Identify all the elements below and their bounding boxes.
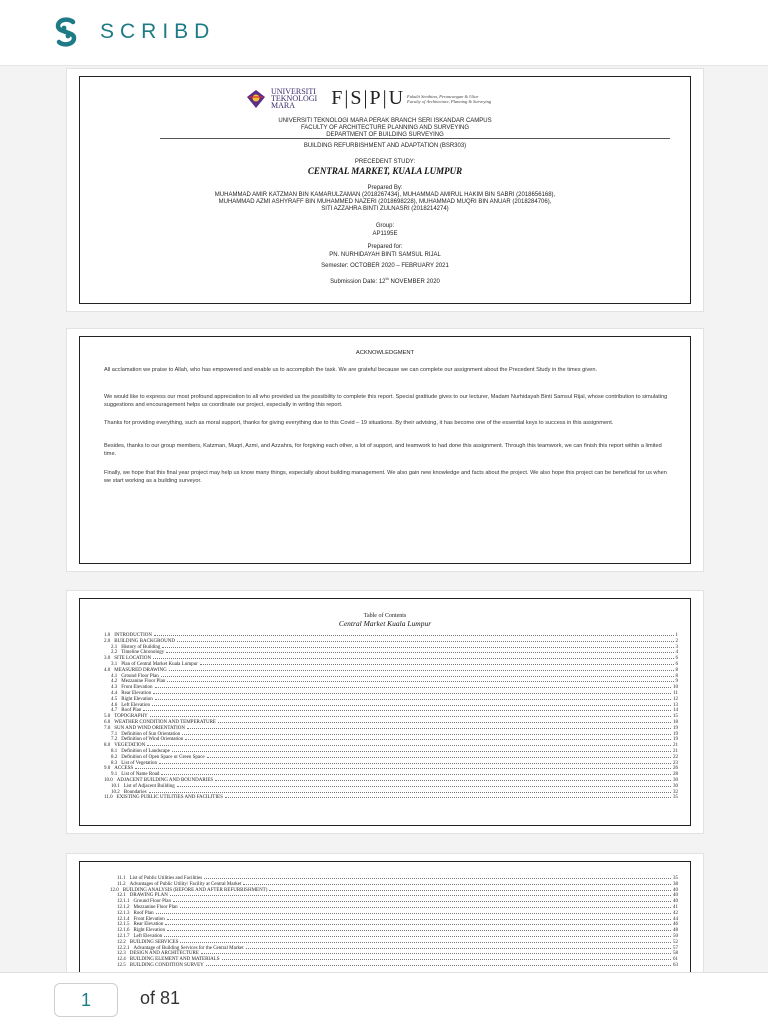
- toc-entry-title: Mezzanine Floor Plan: [121, 679, 166, 685]
- toc-entry-number: 4.4: [111, 690, 118, 696]
- toc-entry-number: 8.3: [111, 760, 118, 766]
- toc-entry-page: 32: [673, 789, 678, 795]
- next-page-button[interactable]: [676, 985, 706, 1015]
- toc-leader-dots: [207, 757, 671, 758]
- toc-leader-dots: [225, 797, 671, 798]
- toc-leader-dots: [177, 641, 674, 642]
- toc-entry-title: Advantage of Building Services for the Central Market: [133, 945, 244, 951]
- toc-entry-page: 21: [673, 748, 678, 754]
- document-page-2: [66, 328, 704, 572]
- toc-entry-title: Left Elevation: [121, 702, 150, 708]
- fspu-subtitle-line-2: Faculty of Architecture, Planning & Surveying: [407, 98, 492, 104]
- page-content: [79, 598, 691, 826]
- pager-bar: [0, 972, 768, 1024]
- toc-leader-dots: [165, 924, 671, 925]
- toc-leader-dots: [243, 884, 671, 885]
- toc-leader-dots: [246, 948, 671, 949]
- previous-page-button[interactable]: [592, 985, 622, 1015]
- toc-entry-page: 40: [673, 887, 678, 893]
- toc-entry-title: DRAWING PLAN: [129, 893, 168, 899]
- toc-leader-dots: [201, 953, 671, 954]
- toc-leader-dots: [153, 693, 671, 694]
- toc-leader-dots: [180, 942, 671, 943]
- toc-entry-page: 35: [673, 876, 678, 881]
- toc-entry-title: Ground Floor Plan: [121, 673, 159, 679]
- toc-entry-number: 8.1: [111, 748, 118, 754]
- toc-entry-number: 4.1: [111, 673, 118, 679]
- toc-leader-dots: [180, 907, 671, 908]
- toc-entry-number: 4.3: [111, 685, 118, 691]
- toc-entry-title: List of Public Utilities and Facilities: [129, 876, 203, 881]
- toc-entry-title: History of Building: [121, 644, 161, 650]
- toc-leader-dots: [170, 895, 671, 896]
- toc-entry-number: 4.5: [111, 696, 118, 702]
- prepared-by-label: Prepared By:: [367, 185, 403, 191]
- toc-entry-page: 23: [673, 760, 678, 766]
- prepared-for-label: Prepared for:: [367, 244, 403, 250]
- toc-leader-dots: [167, 930, 671, 931]
- toc-leader-dots: [159, 763, 671, 764]
- toc-entry-number: 12.1.1: [117, 899, 130, 905]
- toc-entry-page: 21: [673, 743, 678, 749]
- semester-text: Semester: OCTOBER 2020 – FEBRUARY 2021: [321, 263, 449, 269]
- toc-entry-page: 40: [673, 893, 678, 899]
- fspu-subtitle-line-1: Fakulti Senibina, Perancangan & Ukur: [407, 93, 479, 99]
- toc-entry-page: 8: [675, 667, 678, 673]
- toc-entry[interactable]: [104, 795, 678, 801]
- toc-leader-dots: [204, 878, 671, 879]
- toc-entry-page: 42: [673, 910, 678, 916]
- toc-leader-dots: [169, 670, 674, 671]
- institution-line-2: FACULTY OF ARCHITECTURE PLANNING AND SURVEYING: [300, 125, 470, 131]
- toc-list: [104, 633, 678, 801]
- toc-entry-page: 19: [673, 725, 678, 731]
- toc-entry-title: Boundaries: [123, 789, 147, 795]
- page-content: [79, 76, 691, 304]
- authors-block: [80, 192, 690, 213]
- toc-entry-number: 10.2: [111, 789, 120, 795]
- toc-entry-number: 4.7: [111, 708, 118, 714]
- toc-entry-page: 58: [673, 951, 678, 957]
- toc-entry-title: EXISTING PUBLIC UTILITIES AND FACILITIES: [116, 795, 223, 801]
- toc-entry-number: 5.0: [104, 714, 111, 720]
- toc-entry-page: 26: [673, 766, 678, 772]
- course-code: BUILDING REFURBISHMENT AND ADAPTATION (BSR303): [303, 143, 467, 149]
- ack-paragraph-4: Besides, thanks to our group members, Katzman, Muqri, Azmi, and Azzahra, for forgiving each other, a lot of support, and teamwork to had done this assignment. Through this teamwork, we can finish this report within a limited time.: [104, 443, 662, 457]
- toc-entry-page: 19: [673, 737, 678, 743]
- toc-entry-title: VEGETATION: [114, 743, 146, 749]
- toc-entry-number: 11.1: [117, 876, 126, 881]
- toc-leader-dots: [269, 890, 671, 891]
- toc-entry-number: 7.2: [111, 737, 118, 743]
- toc-subtitle: Central Market Kuala Lumpur: [338, 619, 432, 628]
- document-title: CENTRAL MARKET, KUALA LUMPUR: [307, 166, 463, 176]
- toc-entry-number: 11.0: [104, 795, 113, 801]
- toc-entry-title: DESIGN AND ARCHITECTURE: [129, 951, 199, 957]
- toc-entry-number: 12.1.2: [117, 904, 130, 910]
- toc-entry-title: Plan of Central Market Kuala Lumpur: [121, 661, 198, 667]
- toc-entry-page: 10: [673, 685, 678, 691]
- toc-entry-page: 50: [673, 933, 678, 939]
- toc-entry-page: 4: [675, 650, 678, 656]
- toc-entry-title: WEATHER CONDITION AND TEMPERATURE: [114, 719, 216, 725]
- toc-entry-title: Definition of Landscape: [121, 748, 170, 754]
- toc-entry-page: 40: [673, 899, 678, 905]
- toc-entry-number: 12.2: [117, 939, 126, 945]
- toc-entry-title: Rear Elevation: [133, 922, 164, 928]
- scribd-mark-icon: [52, 16, 80, 48]
- toc-entry-number: 7.1: [111, 731, 118, 737]
- toc-leader-dots: [185, 739, 671, 740]
- toc-entry-page: 61: [673, 957, 678, 963]
- toc-entry-number: 8.2: [111, 754, 118, 760]
- toc-entry-title: Right Elevation: [133, 928, 166, 934]
- toc-entry-title: ACCESS: [114, 766, 134, 772]
- toc-entry-title: List of Adjacent Building: [123, 783, 175, 789]
- submission-sup: th: [385, 276, 389, 281]
- toc-leader-dots: [135, 768, 671, 769]
- toc-entry-page: 38: [673, 881, 678, 887]
- toc-entry-number: 12.1.5: [117, 922, 130, 928]
- toc-leader-dots: [173, 901, 671, 902]
- toc-entry-number: 12.2.1: [117, 945, 130, 951]
- toc-entry-page: 3: [675, 644, 678, 650]
- toc-entry-page: 30: [673, 777, 678, 783]
- document-viewer[interactable]: [0, 66, 768, 972]
- toc-entry-title: Timeline Chronology: [121, 650, 165, 656]
- toc-entry-number: 2.1: [111, 644, 118, 650]
- toc-entry-number: 6.0: [104, 719, 111, 725]
- toc-list-continued: [110, 876, 678, 969]
- toc-leader-dots: [177, 786, 671, 787]
- toc-entry-title: List of Name Road: [121, 772, 160, 778]
- toc-entry-number: 8.0: [104, 743, 111, 749]
- toc-leader-dots: [162, 647, 673, 648]
- toc-leader-dots: [143, 710, 671, 711]
- toc-leader-dots: [154, 635, 673, 636]
- author-line-3: SITI AZZAHRA BINTI ZULNASRI (2018214274): [321, 206, 449, 212]
- page-number-input[interactable]: 1: [54, 983, 118, 1017]
- toc-entry-page: 15: [673, 714, 678, 720]
- toc-leader-dots: [152, 705, 671, 706]
- toc-entry-title: Definition of Sun Orientation: [121, 731, 181, 737]
- document-page-1: [66, 68, 704, 312]
- toc-entry-title: MEASURED DRAWING: [114, 667, 167, 673]
- toc-entry-number: 3.1: [111, 661, 118, 667]
- toc-leader-dots: [153, 658, 673, 659]
- toc-leader-dots: [155, 699, 671, 700]
- toc-entry-page: 48: [673, 928, 678, 934]
- toc-entry-number: 12.5: [117, 962, 126, 968]
- toc-entry-page: 44: [673, 916, 678, 922]
- toc-entry-number: 12.1: [117, 893, 126, 899]
- toc-entry-title: BUILDING ELEMENT AND MATERIALS: [129, 957, 220, 963]
- toc-entry-number: 4.0: [104, 667, 111, 673]
- brand-name: SCRIBD: [100, 20, 216, 43]
- institution-block: [80, 118, 690, 139]
- toc-entry-title: Front Elevation: [133, 916, 165, 922]
- toc-entry-page: 41: [673, 904, 678, 910]
- toc-entry-title: TOPOGRAPHY: [114, 714, 148, 720]
- fspu-wordmark: F|S|P|U: [331, 87, 406, 109]
- toc-leader-dots: [150, 716, 671, 717]
- toc-leader-dots: [149, 792, 671, 793]
- scribd-logo[interactable]: [52, 16, 215, 48]
- toc-entry-number: 4.2: [111, 679, 118, 685]
- toc-entry-number: 12.1.3: [117, 910, 130, 916]
- ack-paragraph-1: All acclamation we praise to Allah, who has empowered and enable us to accomplish the task. We are grateful because we can complete our assignment about the Precedent Study in the times given.: [104, 367, 598, 373]
- toc-entry-page: 2: [675, 638, 678, 644]
- author-line-2: MUHAMMAD AZMI ASHYRAFF BIN MUHAMMED NAZERI (2018698228), MUHAMMAD MUQRI BIN ANUAR (2018284706),: [218, 199, 552, 205]
- toc-leader-dots: [156, 913, 671, 914]
- toc-entry-number: 12.1.4: [117, 916, 130, 922]
- toc-entry-title: Ground Floor Plan: [133, 899, 171, 905]
- toc-entry-number: 9.1: [111, 772, 118, 778]
- toc-entry-title: BUILDING CONDITION SURVEY: [129, 962, 204, 968]
- toc-entry-number: 12.0: [110, 887, 119, 893]
- toc-leader-dots: [222, 959, 671, 960]
- toc-entry-title: BUILDING ANALYSIS (BEFORE AND AFTER REFURBISHMENT): [122, 887, 268, 893]
- toc-entry-title: Right Elevation: [121, 696, 153, 702]
- institution-line-1: UNIVERSITI TEKNOLOGI MARA PERAK BRANCH SERI ISKANDAR CAMPUS: [278, 118, 492, 124]
- toc-entry-number: 10.0: [104, 777, 113, 783]
- document-page-4: [66, 853, 704, 972]
- toc-entry-number: 11.2: [117, 881, 126, 887]
- toc-leader-dots: [166, 652, 673, 653]
- toc-entry-number: 10.1: [111, 783, 120, 789]
- toc-entry-page: 8: [675, 673, 678, 679]
- toc-entry-number: 4.6: [111, 702, 118, 708]
- institution-line-3: DEPARTMENT OF BUILDING SURVEYING: [326, 132, 444, 138]
- toc-entry-number: 12.3: [117, 951, 126, 957]
- toc-entry[interactable]: [110, 963, 678, 969]
- toc-entry-number: 3.0: [104, 656, 111, 662]
- ack-paragraph-2: We would like to express our most profound appreciation to all who provided us the possibility to complete this report. Special gratitude gives to our lecturer, Madam Nurhidayah Binti Samsul Rijal, whose contribution to simulating suggestions and encouragement helps us coordinate our project, especially in writing this report.: [104, 394, 668, 408]
- toc-entry-title: Left Elevation: [133, 933, 163, 939]
- toc-leader-dots: [218, 722, 671, 723]
- toc-entry-number: 12.4: [117, 957, 126, 963]
- toc-leader-dots: [167, 681, 673, 682]
- submission-suffix: NOVEMBER 2020: [388, 279, 440, 285]
- toc-entry-page: 19: [673, 731, 678, 737]
- toc-entry-page: 30: [673, 783, 678, 789]
- toc-entry-title: Roof Plan: [121, 708, 142, 714]
- toc-entry-number: 7.0: [104, 725, 111, 731]
- ack-paragraph-3: Thanks for providing everything, such as moral support, thanks for giving everything due to this Covid – 19 situations. By their advising, it has become one of the essential keys to success in this assignment.: [104, 420, 614, 426]
- submission-prefix: Submission Date: 12: [330, 279, 386, 285]
- toc-entry-number: 12.1.6: [117, 928, 130, 934]
- divider: [160, 138, 670, 139]
- toc-leader-dots: [172, 751, 671, 752]
- toc-entry-page: 6: [675, 656, 678, 662]
- toc-entry-number: 2.0: [104, 638, 111, 644]
- group-label: Group:: [375, 223, 395, 229]
- toc-entry-page: 1: [675, 633, 678, 638]
- toc-leader-dots: [164, 936, 671, 937]
- total-pages-label: of 81: [140, 988, 181, 1008]
- toc-entry-page: 13: [673, 702, 678, 708]
- uitm-line-1: UNIVERSITI: [271, 87, 316, 96]
- toc-entry-page: 18: [673, 719, 678, 725]
- page-content: [79, 861, 691, 972]
- toc-entry-title: SUN AND WIND ORIENTATION: [114, 725, 186, 731]
- uitm-line-2: TEKNOLOGI: [271, 94, 318, 103]
- toc-entry-page: 6: [675, 661, 678, 667]
- toc-leader-dots: [200, 664, 674, 665]
- toc-entry-page: 22: [673, 754, 678, 760]
- study-label: PRECEDENT STUDY:: [354, 159, 416, 165]
- author-line-1: MUHAMMAD AMIR KATZMAN BIN KAMARULZAMAN (2018267434), MUHAMMAD AMIRUL HAKIM BIN SABRI (2018656168),: [214, 192, 556, 198]
- toc-leader-dots: [182, 734, 671, 735]
- toc-leader-dots: [161, 774, 671, 775]
- toc-leader-dots: [206, 965, 671, 966]
- toc-entry-number: 12.1.7: [117, 933, 130, 939]
- cover-logos: [245, 87, 491, 110]
- toc-leader-dots: [167, 919, 671, 920]
- top-bar: [0, 0, 768, 66]
- toc-entry-number: 2.2: [111, 650, 118, 656]
- toc-entry-page: 11: [673, 690, 678, 696]
- ack-heading: ACKNOWLEDGMENT: [355, 350, 415, 356]
- toc-entry-title: List of Vegetation: [121, 760, 157, 766]
- uitm-crest-icon: [245, 89, 267, 109]
- ack-paragraph-5: Finally, we hope that this final year project may help us know many things, especially about building management. We also gain new knowledge and facts about the project. We also hope this project can be beneficial for us when we start working as a building surveyor.: [104, 470, 667, 484]
- toc-entry-title: SITE LOCATION: [114, 656, 152, 662]
- group-code: AP1195E: [372, 231, 398, 237]
- toc-entry-page: 28: [673, 772, 678, 778]
- toc-entry-title: Roof Plan: [133, 910, 154, 916]
- toc-entry-title: BUILDING BACKGROUND: [114, 638, 175, 644]
- toc-leader-dots: [155, 687, 672, 688]
- fspu-subtitle: [407, 94, 491, 104]
- toc-entry-page: 12: [673, 696, 678, 702]
- submission-date: [80, 275, 690, 286]
- page-content: [79, 336, 691, 564]
- toc-entry-page: 9: [675, 679, 678, 685]
- toc-leader-dots: [187, 728, 671, 729]
- toc-entry-page: 35: [673, 795, 678, 801]
- toc-entry-page: 14: [673, 708, 678, 714]
- toc-entry-title: ADJACENT BUILDING AND BOUNDARIES: [116, 777, 214, 783]
- toc-entry-number: 9.0: [104, 766, 111, 772]
- toc-entry-page: 52: [673, 939, 678, 945]
- toc-entry-page: 46: [673, 922, 678, 928]
- toc-entry-title: BUILDING SERVICES: [129, 939, 179, 945]
- toc-entry-title: Definition of Wind Orientation: [121, 737, 184, 743]
- toc-entry-page: 57: [673, 945, 678, 951]
- toc-entry-title: INTRODUCTION: [114, 633, 153, 638]
- lecturer-name: PN. NURHIDAYAH BINTI SAMSUL RIJAL: [329, 252, 441, 258]
- toc-entry-title: Advantages of Public Utility/ Facility at Central Market: [129, 881, 242, 887]
- toc-entry-number: 1.0: [104, 633, 111, 638]
- toc-entry-title: Rear Elevation: [121, 690, 152, 696]
- toc-entry-title: Mezzanine Floor Plan: [133, 904, 178, 910]
- toc-entry-title: Front Elevation: [121, 685, 153, 691]
- toc-leader-dots: [161, 676, 674, 677]
- document-page-3: [66, 590, 704, 834]
- uitm-wordmark: [271, 88, 317, 109]
- toc-entry-title: Definition of Open Space or Green Space: [121, 754, 205, 760]
- toc-leader-dots: [147, 745, 671, 746]
- toc-heading: Table of Contents: [363, 613, 407, 619]
- uitm-line-3: MARA: [271, 101, 296, 110]
- toc-leader-dots: [215, 780, 671, 781]
- toc-entry-page: 63: [673, 962, 678, 968]
